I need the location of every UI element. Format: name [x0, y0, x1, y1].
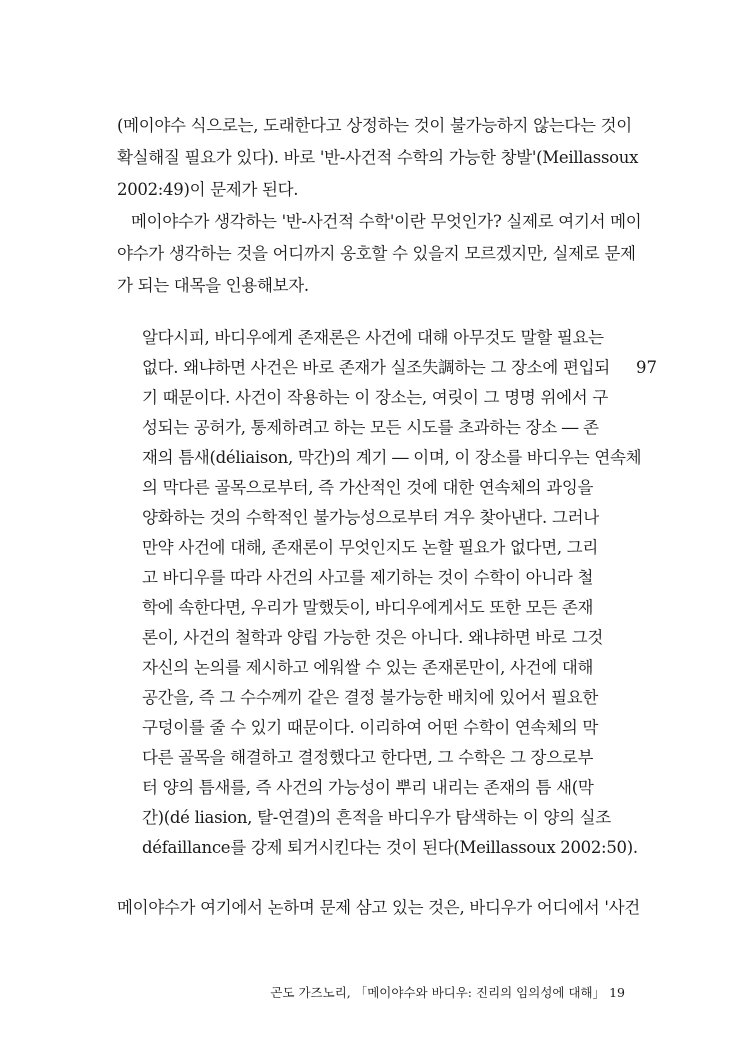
quote-line: 학에 속한다면, 우리가 말했듯이, 바디우에게서도 또한 모든 존재: [142, 598, 594, 617]
quote-line: défaillance를 강제 퇴거시킨다는 것이 된다(Meillassoux 2002:50).: [142, 838, 638, 857]
paragraph-3: 메이야수가 여기에서 논하며 문제 삼고 있는 것은, 바디우가 어디에서 '사건: [117, 898, 640, 917]
text-line: 메이야수가 생각하는 '반-사건적 수학'이란 무엇인가? 실제로 여기서 메이: [131, 212, 642, 231]
text-line: 야수가 생각하는 것을 어디까지 옹호할 수 있을지 모르겠지만, 실제로 문제: [117, 244, 636, 263]
quote-line: 간)(dé liasion, 탈-연결)의 흔적을 바디우가 탐색하는 이 양의 실조: [142, 808, 611, 827]
quote-line: 의 막다른 골목으로부터, 즉 가산적인 것에 대한 연속체의 과잉을: [142, 478, 594, 497]
quote-line: 만약 사건에 대해, 존재론이 무엇인지도 논할 필요가 없다면, 그리: [142, 538, 599, 557]
text-line: 가 되는 대목을 인용해보자.: [117, 276, 309, 295]
quote-line: 공간을, 즉 그 수수께끼 같은 결정 불가능한 배치에 있어서 필요한: [142, 688, 599, 707]
quote-line: 고 바디우를 따라 사건의 사고를 제기하는 것이 수학이 아니라 철: [142, 568, 594, 587]
quote-line: 양화하는 것의 수학적인 불가능성으로부터 겨우 찾아낸다. 그러나: [142, 508, 599, 527]
quote-line: 자신의 논의를 제시하고 에워쌀 수 있는 존재론만이, 사건에 대해: [142, 658, 594, 677]
quote-line: 론이, 사건의 철학과 양립 가능한 것은 아니다. 왜냐하면 바로 그것: [142, 628, 604, 647]
quote-line: 터 양의 틈새를, 즉 사건의 가능성이 뿌리 내리는 존재의 틈 새(막: [142, 778, 594, 797]
margin-page-number: 97: [636, 358, 657, 377]
quote-line: 기 때문이다. 사건이 작용하는 이 장소는, 여릿이 그 명명 위에서 구: [142, 388, 608, 407]
quote-line: 없다. 왜냐하면 사건은 바로 존재가 실조失調하는 그 장소에 편입되: [142, 358, 610, 377]
text-line: (메이야수 식으로는, 도래한다고 상정하는 것이 불가능하지 않는다는 것이: [117, 116, 632, 135]
quote-line: 성되는 공허가, 통제하려고 하는 모든 시도를 초과하는 장소 ― 존: [142, 418, 599, 437]
quote-line: 알다시피, 바디우에게 존재론은 사건에 대해 아무것도 말할 필요는: [142, 328, 604, 347]
quote-line: 다른 골목을 해결하고 결정했다고 한다면, 그 수학은 그 장으로부: [142, 748, 594, 767]
quote-line: 구덩이를 줄 수 있기 때문이다. 이리하여 어떤 수학이 연속체의 막: [142, 718, 599, 737]
text-line: 확실해질 필요가 있다). 바로 '반-사건적 수학의 가능한 창발'(Meillassoux: [117, 148, 639, 167]
quote-line: 재의 틈새(déliaison, 막간)의 계기 ― 이며, 이 장소를 바디우는 연속체: [142, 448, 642, 467]
text-line: 2002:49)이 문제가 된다.: [117, 180, 299, 199]
running-footer: 곤도 가즈노리, 「메이야수와 바디우: 진리의 임의성에 대해」 19: [270, 985, 625, 1000]
